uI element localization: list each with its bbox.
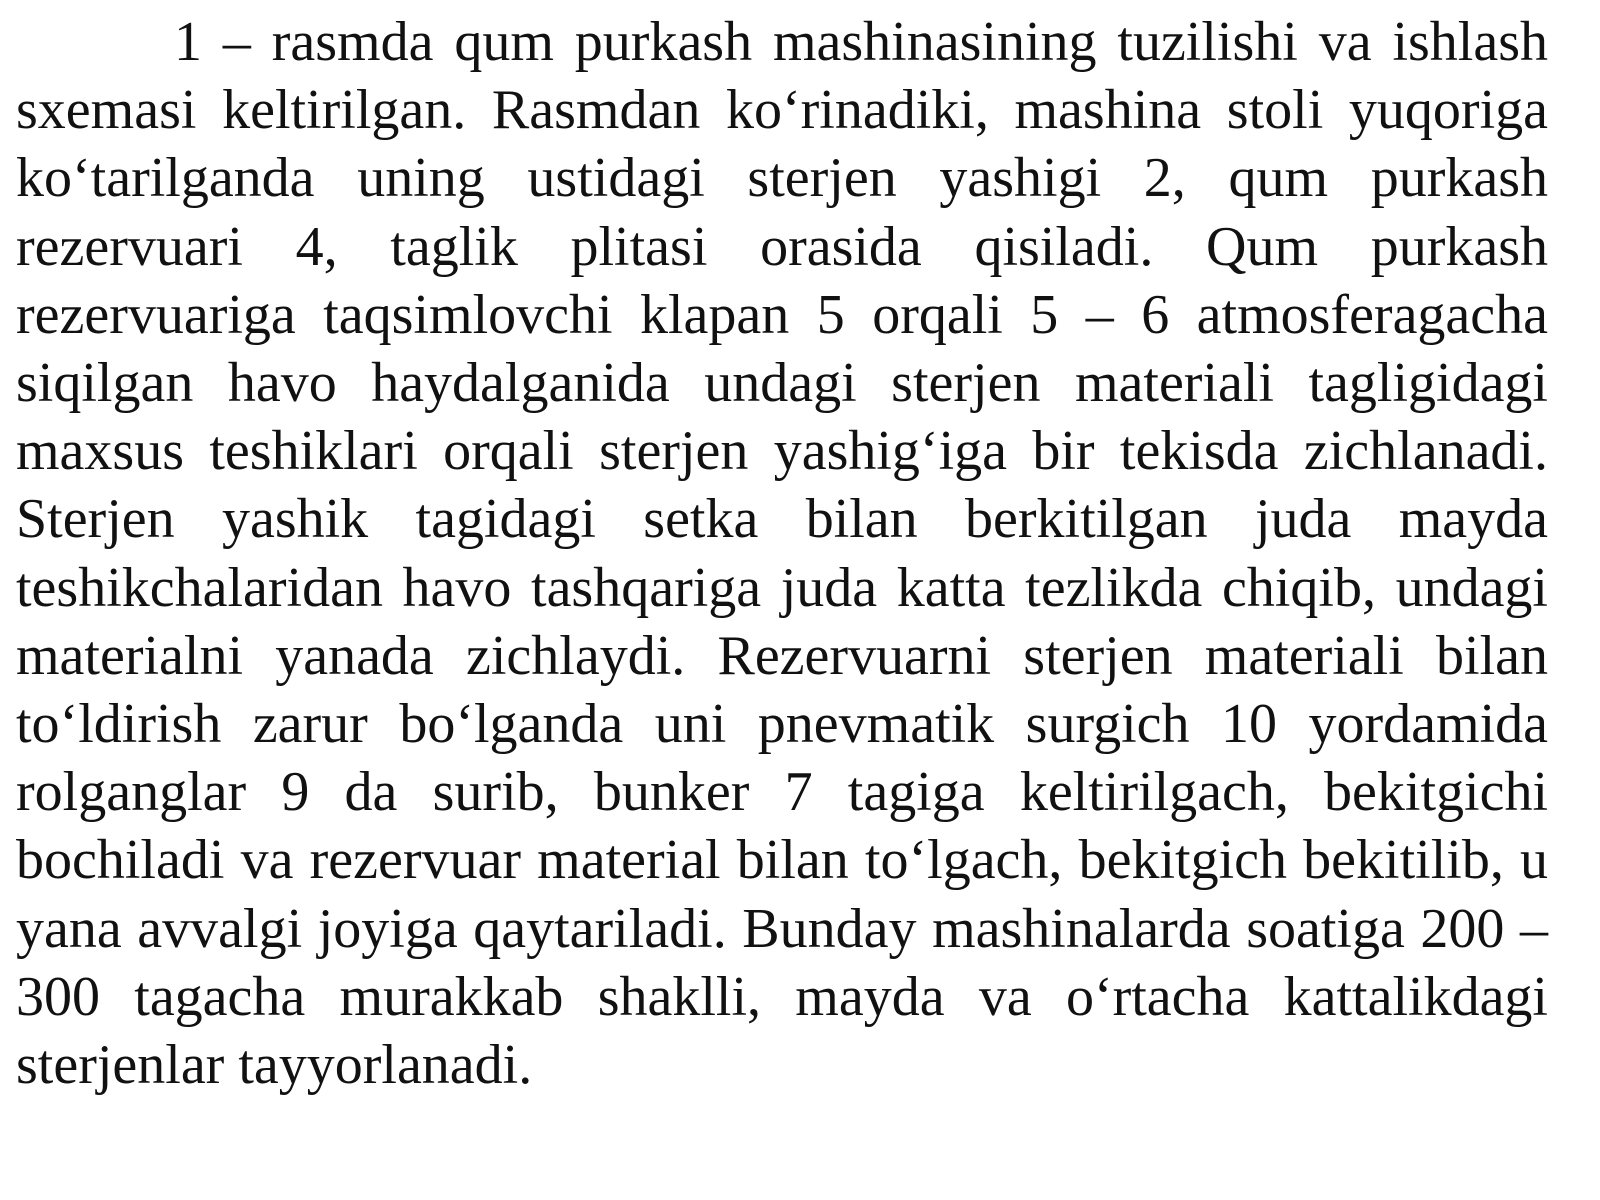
body-paragraph: 1 – rasmda qum purkash mashinasining tuzilishi va ishlash sxemasi keltirilgan. Rasmdan koʻrinadiki, mashina stoli yuqoriga koʻtarilganda uning ustidagi sterjen yashigi 2, qum purkash rezervuari 4, taglik plitasi orasida qisiladi. Qum purkash rezervuariga taqsimlovchi klapan 5 orqali 5 – 6 atmosferagacha siqilgan havo haydalganida undagi sterjen materiali tagligidagi maxsus teshiklari orqali sterjen yashigʻiga bir tekisda zichlanadi. Sterjen yashik tagidagi setka bilan berkitilgan juda mayda teshikchalaridan havo tashqariga juda katta tezlikda chiqib, undagi materialni yanada zichlaydi. Rezervuarni sterjen materiali bilan toʻldirish zarur boʻlganda uni pnevmatik surgich 10 yordamida rolganglar 9 da surib, bunker 7 tagiga keltirilgach, bekitgichi bochiladi va rezervuar material bilan toʻlgach, bekitgich bekitilib, u yana avvalgi joyiga qaytariladi. Bunday mashinalarda soatiga 200 – 300 tagacha murakkab shaklli, mayda va oʻrtacha kattalikdagi sterjenlar tayyorlanadi.: [16, 11, 1548, 1097]
